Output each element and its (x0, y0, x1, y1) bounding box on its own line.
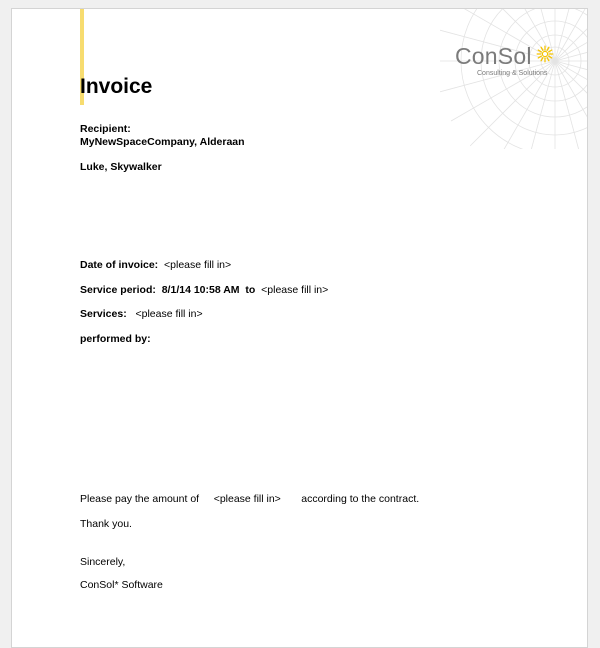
service-period-end: <please fill in> (261, 284, 329, 296)
pay-amount: <please fill in> (213, 493, 281, 505)
service-period-start: 8/1/14 10:58 AM (161, 284, 240, 296)
recipient-label: Recipient: (80, 123, 131, 135)
invoice-title: Invoice (80, 75, 153, 98)
service-period-line (80, 284, 328, 296)
pay-prefix: Please pay the amount of (80, 493, 200, 505)
signature-text: ConSol* Software (80, 579, 163, 591)
document-page (11, 8, 588, 648)
thanks-text: Thank you. (80, 518, 132, 530)
invoice-date-line (80, 259, 231, 271)
payment-line (80, 493, 419, 505)
logo-sun-icon (536, 45, 554, 63)
recipient-company: MyNewSpaceCompany, Alderaan (80, 136, 245, 148)
performed-by-label: performed by: (80, 333, 151, 345)
recipient-person: Luke, Skywalker (80, 161, 162, 173)
date-label: Date of invoice: (80, 259, 159, 271)
service-period-label: Service period: (80, 284, 156, 296)
services-line (80, 308, 203, 320)
closing-text: Sincerely, (80, 556, 126, 568)
services-value: <please fill in> (135, 308, 203, 320)
pay-suffix: according to the contract. (301, 493, 420, 505)
sunburst-decoration-icon (440, 9, 588, 149)
logo-tagline: Consulting & Solutions (477, 70, 548, 77)
services-label: Services: (80, 308, 127, 320)
logo-wordmark: ConSol (455, 43, 532, 69)
date-value: <please fill in> (164, 259, 232, 271)
service-period-to: to (245, 284, 256, 296)
